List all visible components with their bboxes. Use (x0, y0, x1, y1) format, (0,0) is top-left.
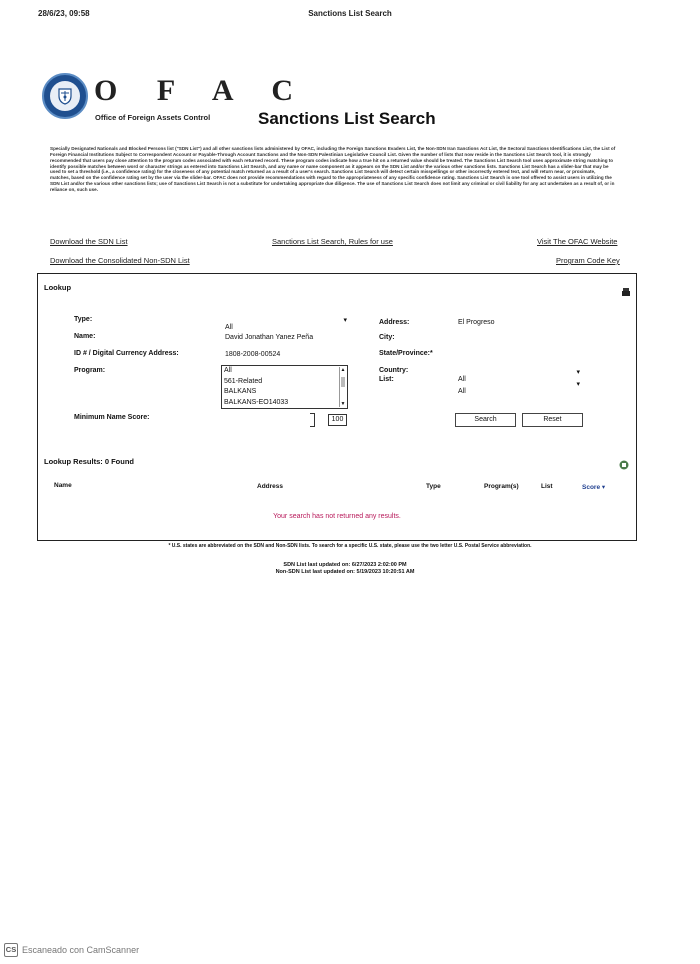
chevron-down-icon: ▾ (343, 317, 347, 324)
rules-link[interactable]: Sanctions List Search, Rules for use (272, 237, 393, 246)
scroll-up-icon[interactable]: ▲ (340, 367, 346, 373)
column-header-list[interactable]: List (541, 483, 553, 490)
ofac-logo-subtitle: Office of Foreign Assets Control (95, 113, 211, 122)
program-label: Program: (74, 367, 106, 374)
scroll-thumb[interactable] (341, 377, 345, 387)
states-footnote: * U.S. states are abbreviated on the SDN and Non-SDN lists. To search for a specific U.S. state, please use the two letter U.S. Postal Service abbreviation. (168, 543, 532, 549)
ofac-logo-text: O F A C (94, 74, 310, 107)
program-listbox[interactable] (221, 365, 348, 409)
search-button[interactable]: Search (455, 413, 516, 427)
camscanner-icon: CS (4, 943, 18, 957)
sdn-updated: SDN List last updated on: 6/27/2023 2:02:00 PM (283, 562, 407, 568)
reset-button[interactable]: Reset (522, 413, 583, 427)
program-scrollbar[interactable] (339, 367, 346, 407)
column-header-address[interactable]: Address (257, 483, 284, 490)
program-code-key-link[interactable]: Program Code Key (556, 256, 620, 265)
country-label: Country: (379, 367, 409, 374)
list-select-value: All (458, 388, 466, 395)
results-title: Lookup Results: 0 Found (44, 457, 134, 466)
type-label: Type: (74, 316, 93, 323)
column-header-type[interactable]: Type (426, 483, 441, 490)
print-page-title: Sanctions List Search (308, 9, 392, 18)
min-score-input[interactable]: 100 (328, 414, 347, 426)
page-title: Sanctions List Search (258, 109, 436, 128)
column-header-name[interactable]: Name (54, 482, 72, 489)
scanner-watermark (4, 943, 139, 957)
download-consolidated-link[interactable]: Download the Consolidated Non-SDN List (50, 256, 190, 265)
visit-ofac-link[interactable]: Visit The OFAC Website (537, 237, 618, 246)
print-datetime: 28/6/23, 09:58 (38, 9, 90, 18)
column-header-score[interactable]: Score ▾ (582, 484, 606, 491)
export-icon[interactable] (619, 457, 629, 467)
scanner-text: Escaneado con CamScanner (22, 945, 140, 955)
name-input[interactable]: David Jonathan Yanez Peña (225, 334, 314, 341)
column-header-programs[interactable]: Program(s) (484, 483, 519, 490)
print-icon[interactable] (622, 283, 630, 291)
non-sdn-updated: Non-SDN List last updated on: 5/19/2023 10:20:51 AM (275, 569, 415, 575)
treasury-seal-icon (42, 73, 88, 119)
disclaimer-text: Specially Designated Nationals and Blocked Persons list ("SDN List") and all other sanctions lists administered by OFAC, including the Foreign Sanctions Evaders List, the Non-SDN Iran Sanctions Act List, the Sectoral Sanctions Identifications List, the List of Foreign Financial Institutions Subject to Correspondent Account or Payable-Through Account Sanctions and the Non-SDN Palestinian Legislative Council List. Given the number of lists that now reside in the Sanctions List Search tool, it is strongly recommended that users pay close attention to the program codes associated with each returned record. These program codes indicate how a true hit on a returned value should be treated. The Sanctions List Search tool uses approximate string matching to identify possible matches between word or character strings as entered into Sanctions List Search, and any name or name component as it appears on the SDN List and/or the various other sanctions lists. Sanctions List Search has a slider-bar that may be used to set a threshold (i.e., a confidence rating) for the closeness of any potential match returned as a result of a user's search. Sanctions List Search will detect certain misspellings or other incorrectly entered text, and will return near, or proximate, matches, based on the confidence rating set by the user via the slider-bar. OFAC does not provide recommendations with regard to the appropriateness of any specific confidence rating. Sanctions List Search is one tool offered to assist users in utilizing the SDN List and/or the various other sanctions lists; use of Sanctions List Search is not a substitute for undertaking appropriate due diligence. The use of Sanctions List Search does not limit any criminal or civil liability for any act undertaken as a result of, or in reliance on, such use. (50, 146, 616, 192)
scroll-down-icon[interactable]: ▼ (340, 401, 346, 407)
chevron-down-icon: ▾ (576, 381, 580, 388)
address-label: Address: (379, 319, 410, 326)
program-option[interactable]: All (224, 367, 232, 374)
chevron-down-icon: ▾ (576, 369, 580, 376)
type-select-value: All (225, 324, 233, 331)
program-option[interactable]: BALKANS-EO14033 (224, 398, 289, 406)
score-slider-handle[interactable] (310, 413, 315, 427)
city-label: City: (379, 334, 395, 341)
last-updated (0, 562, 690, 576)
country-select[interactable] (458, 368, 580, 383)
download-sdn-link[interactable]: Download the SDN List (50, 237, 128, 246)
list-label: List: (379, 376, 394, 383)
program-option[interactable]: BALKANS (224, 388, 257, 395)
id-label: ID # / Digital Currency Address: (74, 350, 179, 357)
id-input[interactable]: 1808-2008-00524 (225, 351, 281, 358)
min-score-label: Minimum Name Score: (74, 414, 150, 421)
lookup-title: Lookup (44, 283, 72, 292)
state-label: State/Province:* (379, 350, 433, 357)
program-option[interactable]: 561-Related (224, 377, 263, 385)
address-input[interactable]: El Progreso (458, 319, 495, 326)
list-select[interactable] (458, 380, 580, 395)
no-results-message: Your search has not returned any results. (273, 513, 401, 520)
type-select[interactable] (225, 316, 347, 331)
name-label: Name: (74, 333, 96, 340)
country-select-value: All (458, 376, 466, 383)
